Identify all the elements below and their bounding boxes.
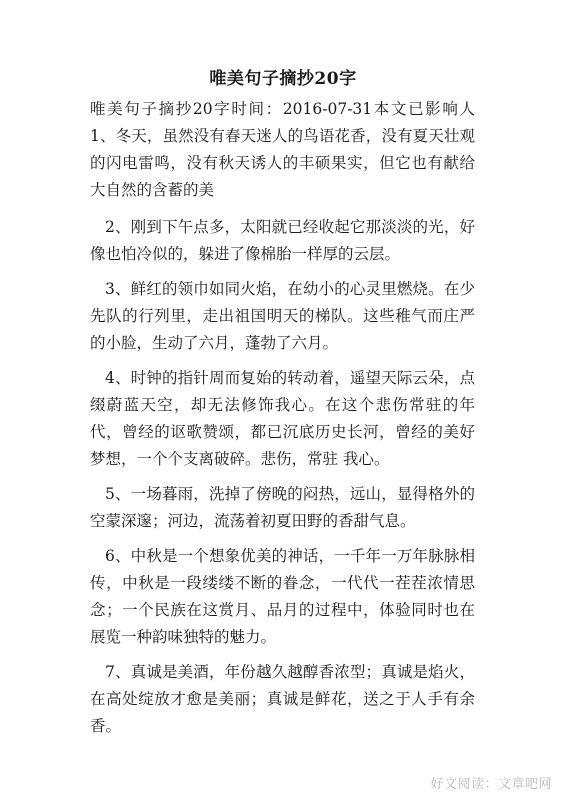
paragraph-3: 3、鲜红的领巾如同火焰，在幼小的心灵里燃烧。在少先队的行列里，走出祖国明天的梯队。这些稚气而庄严的小脸，生动了六月，蓬勃了六月。 [90,280,475,352]
paragraph-2: 2、刚到下午点多，太阳就已经收起它那淡淡的光，好像也怕冷似的，躲进了像棉胎一样厚的云层。 [90,218,475,263]
paragraph-4: 4、时钟的指针周而复始的转动着，遥望天际云朵，点缀蔚蓝天空，却无法修饰我心。在这个悲伤常驻的年代，曾经的讴歌赞颂，都已沉底历史长河，曾经的美好梦想，一个个支离破碎。悲伤，常驻 我心。 [90,369,475,468]
document-body [90,96,475,748]
watermark-text: 好文阅读：文章吧网 [430,777,552,792]
paragraph-7: 7、真诚是美酒，年份越久越醇香浓型；真诚是焰火，在高处绽放才愈是美丽；真诚是鲜花，送之于人手有余香。 [90,663,475,735]
paragraph-intro: 唯美句子摘抄20字时间：2016-07-31本文已影响人 1、冬天，虽然没有春天迷人的鸟语花香，没有夏天壮观的闪电雷鸣，没有秋天诱人的丰硕果实，但它也有献给大自然的含蓄的美 [90,100,475,199]
document-title: 唯美句子摘抄20字 [209,69,357,89]
paragraph-5: 5、一场暮雨，洗掉了傍晚的闷热，远山，显得格外的空蒙深邃；河边，流荡着初夏田野的香甜气息。 [90,485,475,530]
paragraph-6: 6、中秋是一个想象优美的神话，一千年一万年脉脉相传，中秋是一段缕缕不断的眷念，一代代一茬茬浓情思念；一个民族在这赏月、品月的过程中，体验同时也在展览一种韵味独特的魅力。 [90,547,475,646]
